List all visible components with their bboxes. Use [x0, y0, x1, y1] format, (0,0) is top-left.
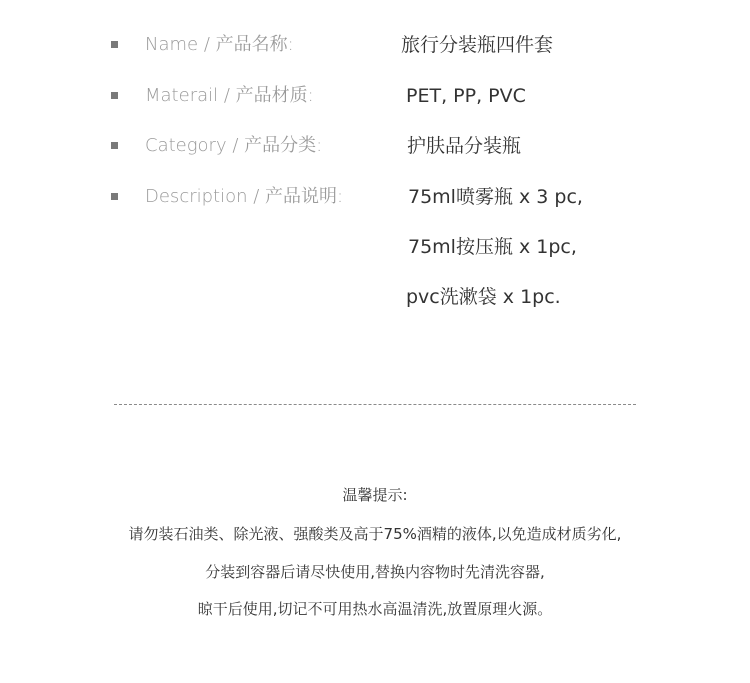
description-extra-text: pvc洗漱袋 x 1pc.: [406, 286, 561, 308]
description-line: [0, 282, 750, 312]
spec-row-material: [0, 81, 750, 111]
tips-title: 温馨提示:: [342, 486, 408, 504]
spec-value: 75ml喷雾瓶 x 3 pc,: [408, 186, 583, 208]
spec-row-name: [0, 30, 750, 60]
spec-row-category: [0, 131, 750, 161]
spec-label: Materail / 产品材质:: [145, 85, 314, 106]
bullet-icon: [111, 193, 118, 200]
bullet-icon: [111, 142, 118, 149]
spec-label: Name / 产品名称:: [145, 34, 294, 55]
spec-label: Category / 产品分类:: [145, 135, 323, 156]
description-line: [0, 232, 750, 262]
tips-line: 请勿装石油类、除光液、强酸类及高于75%酒精的液体,以免造成材质劣化,: [128, 525, 622, 543]
bullet-icon: [111, 92, 118, 99]
spec-row-description: [0, 182, 750, 212]
spec-value: 旅行分装瓶四件套: [401, 34, 554, 56]
dashed-divider: [114, 404, 636, 405]
tips-line: 分装到容器后请尽快使用,替换内容物时先清洗容器,: [205, 563, 545, 581]
spec-value: PET, PP, PVC: [406, 85, 526, 107]
tips-line: 晾干后使用,切记不可用热水高温清洗,放置原理火源。: [197, 600, 553, 618]
spec-value: 护肤品分装瓶: [407, 135, 522, 157]
spec-label: Description / 产品说明:: [145, 186, 344, 207]
description-extra-text: 75ml按压瓶 x 1pc,: [408, 236, 577, 258]
bullet-icon: [111, 41, 118, 48]
